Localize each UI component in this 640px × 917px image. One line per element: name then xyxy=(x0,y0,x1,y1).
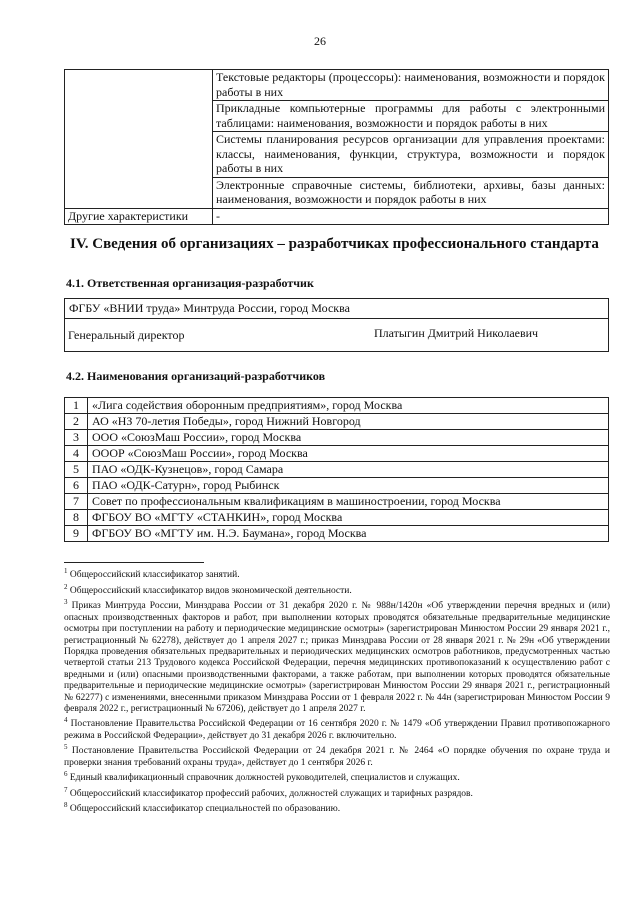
table-cell-label xyxy=(65,70,213,209)
footnote xyxy=(64,715,610,742)
row-number: 4 xyxy=(65,446,88,462)
table-row xyxy=(65,398,609,414)
footnote-mark: 1 xyxy=(64,567,68,575)
table-row xyxy=(65,208,609,225)
table-cell-value: Прикладные компьютерные программы для работы с электронными таблицами: наименования, возможности и порядок работы в них xyxy=(213,101,609,132)
footnote-text: Постановление Правительства Российской Федерации от 16 сентября 2020 г. № 1479 «Об утверждении Правил противопожарного режима в Российской Федерации», действует до 31 декабря 2026 г. включительно. xyxy=(64,719,611,741)
footnote-text: Приказ Минтруда России, Минздрава России от 31 декабря 2020 г. № 988н/1420н «Об утверждении перечня вредных и (или) опасных производственных факторов и работ, при выполнении которых проводятся обязательные предварительные медицинские осмотры при поступлении на работу и периодические медицинские осмотры» (зарегистрирован Минюстом России 29 января 2021 г., регистрационный № 62278), действует до 1 апреля 2027 г.; приказ Минздрава России от 28 января 2021 г. № 29н «Об утверждении Порядка проведения обязательных предварительных и периодических медицинских осмотров работников, предусмотренных частью четвертой статьи 213 Трудового кодекса Российской Федерации, перечня медицинских противопоказаний к осуществлению работ с вредными и (или) опасными производственными факторами, а также работам, при выполнении которых проводятся обязательные предварительные и периодические медицинские осмотры» (зарегистрирован Минюстом России 29 января 2021 г., регистрационный № 62277) с изменениями, внесенными приказом Минздрава России от 1 февраля 2022 г. № 44н (зарегистрирован Минюстом России 9 февраля 2022 г., регистрационный № 67206), действует до 1 апреля 2027 г. xyxy=(64,601,610,714)
director-position: Генеральный директор xyxy=(68,328,185,342)
row-number: 6 xyxy=(65,478,88,494)
row-number: 3 xyxy=(65,430,88,446)
organization-name: ФГБОУ ВО «МГТУ «СТАНКИН», город Москва xyxy=(88,510,609,526)
organization-name: ФГБУ «ВНИИ труда» Минтруда России, город Москва xyxy=(65,299,609,319)
responsible-organization-table xyxy=(64,298,609,352)
table-cell-value: - xyxy=(213,208,609,225)
subsection-title-responsible: 4.1. Ответственная организация-разработчик xyxy=(66,276,314,290)
footnote-mark: 3 xyxy=(64,598,68,607)
page-number: 26 xyxy=(314,34,326,48)
table-row xyxy=(65,526,609,542)
footnote-mark: 4 xyxy=(64,716,68,725)
row-number: 1 xyxy=(65,398,88,414)
footnote xyxy=(64,742,610,769)
table-cell-value: Электронные справочные системы, библиотеки, архивы, базы данных: наименования, возможности и порядок работы в них xyxy=(213,177,609,208)
director-name: Платыгин Дмитрий Николаевич xyxy=(374,326,539,340)
table-cell-value: Текстовые редакторы (процессоры): наименования, возможности и порядок работы в них xyxy=(213,70,609,101)
table-row xyxy=(65,70,609,101)
table-row xyxy=(65,414,609,430)
footnote xyxy=(64,582,610,598)
organization-name: ФГБОУ ВО «МГТУ им. Н.Э. Баумана», город Москва xyxy=(88,526,609,542)
footnote xyxy=(64,785,610,801)
organization-name: ПАО «ОДК-Кузнецов», город Самара xyxy=(88,462,609,478)
characteristics-table xyxy=(64,69,609,225)
footnote-text: Общероссийский классификатор видов экономической деятельности. xyxy=(69,585,352,596)
footnote-mark: 5 xyxy=(64,743,68,752)
organization-name: Совет по профессиональным квалификациям в машиностроении, город Москва xyxy=(88,494,609,510)
row-number: 5 xyxy=(65,462,88,478)
table-row xyxy=(65,430,609,446)
footnote-mark: 6 xyxy=(64,770,68,779)
footnote-text: Единый квалификационный справочник должностей руководителей, специалистов и служащих. xyxy=(69,773,460,784)
footnotes xyxy=(64,566,610,816)
footnote-mark: 2 xyxy=(64,582,68,591)
table-cell-label: Другие характеристики xyxy=(65,208,213,225)
table-row xyxy=(65,462,609,478)
footnote-text: Общероссийский классификатор профессий рабочих, должностей служащих и тарифных разрядов. xyxy=(69,789,473,799)
organization-name: ПАО «ОДК-Сатурн», город Рыбинск xyxy=(88,478,609,494)
footnote-separator xyxy=(64,562,204,563)
developer-organizations-table xyxy=(64,397,609,542)
row-number: 2 xyxy=(65,414,88,430)
footnote-mark: 7 xyxy=(64,785,68,794)
table-row xyxy=(65,510,609,526)
table-row xyxy=(65,478,609,494)
row-number: 8 xyxy=(65,510,88,526)
footnote-text: Постановление Правительства Российской Федерации от 24 декабря 2021 г. № 2464 «О порядке обучения по охране труда и проверки знания требований охраны труда», действует до 1 сентября 2026 г. xyxy=(64,746,610,768)
footnote-text: Общероссийский классификатор занятий. xyxy=(69,570,240,581)
organization-name: «Лига содействия оборонным предприятиям», город Москва xyxy=(88,398,609,414)
section-title: IV. Сведения об организациях – разработчиках профессионального стандарта xyxy=(70,236,599,252)
footnote xyxy=(64,597,610,715)
footnote xyxy=(64,800,610,816)
table-cell-value: Системы планирования ресурсов организации для управления проектами: классы, наименования, функции, структура, возможности и порядок работы в них xyxy=(213,132,609,178)
table-row xyxy=(65,446,609,462)
organization-name: АО «НЗ 70-летия Победы», город Нижний Новгород xyxy=(88,414,609,430)
footnote xyxy=(64,769,610,785)
table-row xyxy=(65,494,609,510)
row-number: 7 xyxy=(65,494,88,510)
footnote-text: Общероссийский классификатор специальностей по образованию. xyxy=(69,804,341,815)
table-row xyxy=(65,299,609,319)
footnote-mark: 8 xyxy=(64,801,68,810)
subsection-title-developers: 4.2. Наименования организаций-разработчиков xyxy=(66,369,326,383)
organization-name: ОООР «СоюзМаш России», город Москва xyxy=(88,446,609,462)
organization-name: ООО «СоюзМаш России», город Москва xyxy=(88,430,609,446)
row-number: 9 xyxy=(65,526,88,542)
footnote xyxy=(64,566,610,582)
